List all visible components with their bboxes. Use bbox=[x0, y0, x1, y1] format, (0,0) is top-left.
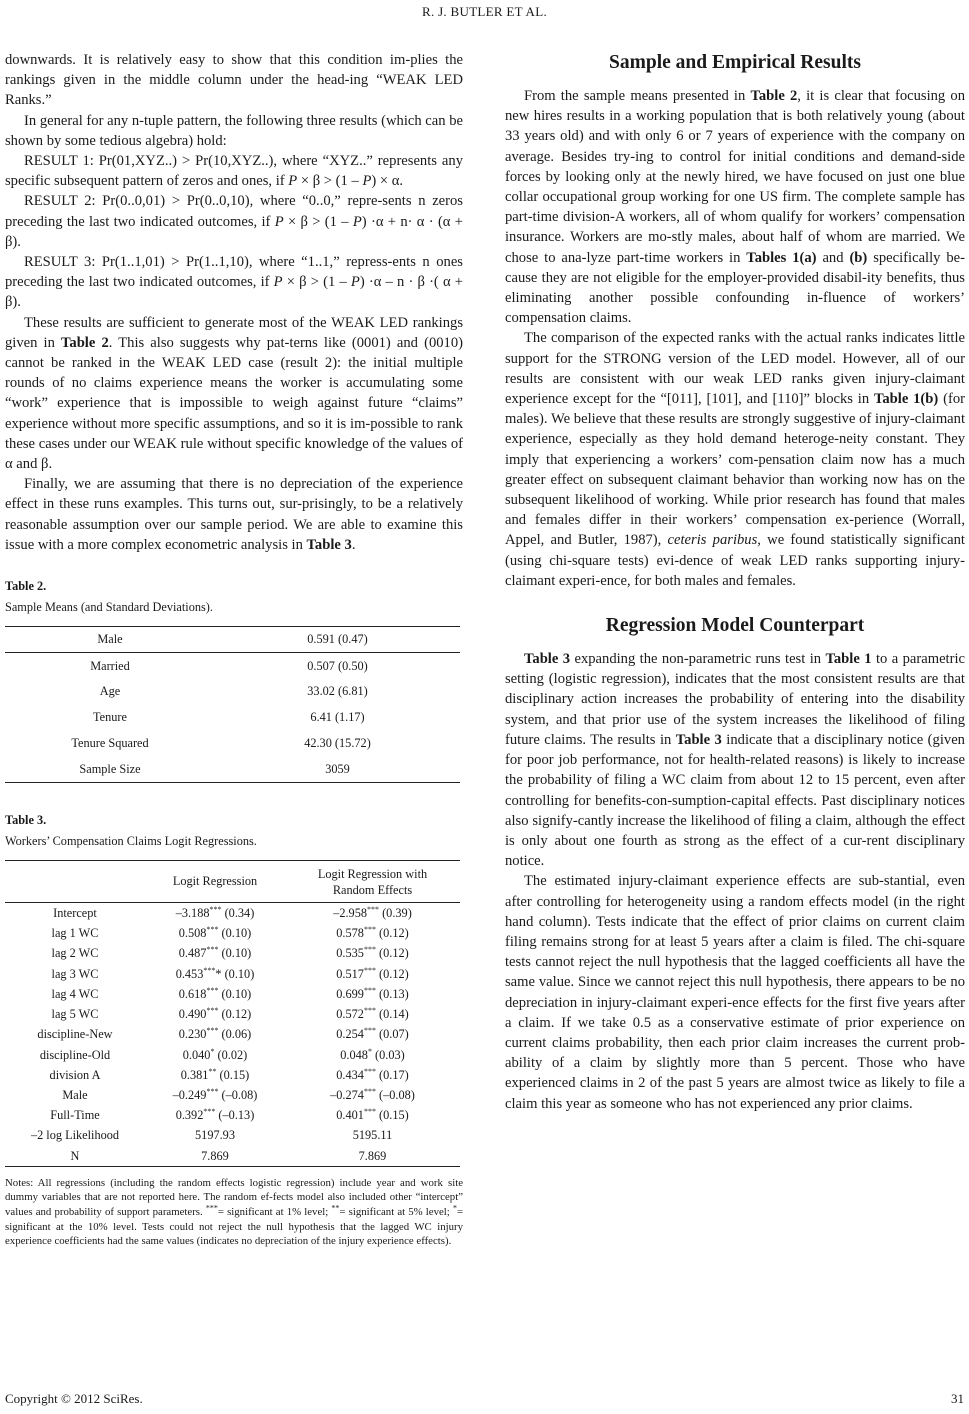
section-title: Regression Model Counterpart bbox=[605, 615, 865, 637]
cell-value: –0.249*** (–0.08) bbox=[172, 1086, 258, 1102]
cell-value: 42.30 (15.72) bbox=[304, 736, 371, 751]
table3-notes bbox=[5, 1176, 463, 1249]
row-label: lag 4 WC bbox=[51, 986, 99, 1001]
running-header: R. J. BUTLER ET AL. bbox=[422, 4, 547, 19]
row-label: discipline-New bbox=[37, 1027, 113, 1042]
cell-value: –2.958*** (0.39) bbox=[333, 904, 412, 921]
row-label: Married bbox=[90, 658, 130, 673]
row-label: N bbox=[70, 1148, 80, 1163]
cell-value: 0.517*** (0.12) bbox=[336, 965, 409, 981]
row-label: Tenure bbox=[93, 710, 127, 725]
table-row bbox=[5, 705, 460, 731]
cell-value: 0.401*** (0.15) bbox=[336, 1107, 409, 1123]
significance-marker: *** bbox=[206, 1086, 219, 1096]
table-row bbox=[5, 627, 460, 653]
table3-col-header-line: Logit Regression with bbox=[317, 866, 428, 881]
row-label: Intercept bbox=[53, 906, 97, 921]
paragraph: downwards. It is relatively easy to show that this condition im-plies the rankings given in the middle column under the head-ing “WEAK LED Ranks.” bbox=[5, 52, 463, 109]
table-row bbox=[5, 903, 460, 924]
table-row bbox=[5, 757, 460, 783]
cell-value: 0.618*** (0.10) bbox=[178, 985, 252, 1001]
significance-marker: *** bbox=[206, 985, 219, 995]
cell-value: –0.274*** (–0.08) bbox=[330, 1086, 415, 1102]
significance-marker: * bbox=[210, 1046, 215, 1056]
row-label: Male bbox=[62, 1087, 88, 1102]
row-label: division A bbox=[49, 1067, 101, 1082]
cell-value: 3059 bbox=[325, 762, 350, 777]
significance-marker: *** bbox=[363, 1107, 376, 1117]
paragraph: RESULT 2: Pr(0..0,01) > Pr(0..0,10), where “0..0,” repre-sents n zeros preceding the last two indicated outcomes, if P × β > (1 – P) ·α + n· α · (α + β). bbox=[5, 193, 463, 250]
row-label: Tenure Squared bbox=[71, 736, 149, 751]
table-row bbox=[5, 1105, 460, 1125]
significance-marker: *** bbox=[363, 1006, 376, 1015]
table-row bbox=[5, 1024, 460, 1044]
significance-marker: *** bbox=[206, 1026, 219, 1036]
paragraph: Table 3 expanding the non-parametric runs test in Table 1 to a parametric setting (logistic regression), indicates that the most consistent results are that disciplinary action increases the probability of entering into the disability system, and that prior use of the system increases the likelihood of filing future claims. The results in Table 3 indicate that a disciplinary notice (given for poor job performance, not for health-related reasons) is likely to increase the probability of filing a WC claim from about 12 to 15 percent, even after controlling for benefits-con-sumption-capital effects. Past disciplinary notices also signify-cantly increase the likelihood of filing a claim, although the effect is only about one fourth as strong as the effect of a cur-rent disciplinary notice. bbox=[505, 651, 965, 870]
row-label: discipline-Old bbox=[39, 1047, 111, 1062]
cell-value: 7.869 bbox=[358, 1148, 387, 1163]
significance-marker: *** bbox=[203, 1107, 216, 1117]
table-row bbox=[5, 984, 460, 1004]
page-number: 31 bbox=[951, 1391, 964, 1406]
row-label: –2 log Likelihood bbox=[30, 1128, 120, 1143]
table-row bbox=[5, 1085, 460, 1105]
table-row bbox=[5, 731, 460, 757]
table-row bbox=[5, 943, 460, 963]
table3-col-header: Logit Regression bbox=[172, 874, 258, 889]
paragraph: RESULT 3: Pr(1..1,01) > Pr(1..1,10), where “1..1,” repress-ents n ones preceding the last two indicated outcomes, if P × β > (1 – P) ·α – n · β ·( α + β). bbox=[5, 254, 464, 311]
table-row bbox=[5, 964, 460, 984]
significance-marker: *** bbox=[363, 1026, 376, 1036]
significance-marker: *** bbox=[209, 904, 222, 914]
significance-marker: ** bbox=[208, 1066, 217, 1076]
row-label: lag 3 WC bbox=[51, 966, 99, 981]
table-row bbox=[5, 1045, 460, 1065]
cell-value: 0.490*** (0.12) bbox=[178, 1006, 252, 1022]
cell-value: 0.254*** (0.07) bbox=[336, 1026, 409, 1042]
cell-value: 0.507 (0.50) bbox=[307, 658, 368, 673]
cell-value: 0.572*** (0.14) bbox=[336, 1006, 409, 1022]
cell-value: 33.02 (6.81) bbox=[307, 684, 368, 699]
significance-marker: *** bbox=[203, 965, 216, 975]
row-label: lag 5 WC bbox=[51, 1007, 99, 1022]
table-row bbox=[5, 923, 460, 943]
notes-text: = significant at 1% level; bbox=[217, 1205, 332, 1218]
row-label: Age bbox=[99, 684, 121, 699]
notes-sup: ** bbox=[331, 1203, 340, 1213]
row-label: lag 2 WC bbox=[51, 946, 99, 961]
cell-value: 0.230*** (0.06) bbox=[178, 1026, 252, 1042]
cell-value: 0.487*** (0.10) bbox=[178, 945, 252, 961]
paragraph: The comparison of the expected ranks with the actual ranks indicates little support for the STRONG version of the LED model. However, all of our results are consistent with our weak LED ranks given injury-claimant experience except for the “[011], [101], and [110]” blocks in Table 1(b) (for males). We believe that these results are strongly suggestive of injury-claimant experience, especially as they hold demand heteroge-neity constant. They imply that experiencing a workers’ com-pensation claim now has a much greater effect on subsequent claimant behavior than working now has on the subsequent likelihood of working. While prior research has found that males and females differ in their workers’ compensation ex-perience (Worrall, Appel, and Butler, 1987), ceteris paribus, we found statistically significant (using chi-square tests) evi-dence of weak LED ranks supporting injury-claimant experi-ence, for both males and females. bbox=[505, 330, 965, 589]
paragraph: Finally, we are assuming that there is no depreciation of the experience effect in these runs examples. This turns out, sur-prisingly, to be a relatively reasonable assumption over our sample period. We are able to examine this issue with a more complex econometric analysis in Table 3. bbox=[5, 476, 463, 553]
section-title: Sample and Empirical Results bbox=[609, 52, 861, 73]
significance-marker: *** bbox=[363, 965, 376, 975]
notes-text: Notes: All regressions (including the random effects logistic regression) include year and work site dummy variables that are not reported here. The random ef-fects model also included other “intercept” values and probability of support parameters. bbox=[5, 1176, 463, 1218]
table3 bbox=[5, 860, 460, 1167]
table3-label: Table 3. bbox=[5, 813, 47, 828]
table-row bbox=[5, 1146, 460, 1167]
cell-value: 0.392*** (–0.13) bbox=[175, 1107, 255, 1123]
cell-value: 0.381** (0.15) bbox=[180, 1066, 250, 1082]
cell-value: 0.578*** (0.12) bbox=[336, 925, 409, 941]
cell-value: 0.040* (0.02) bbox=[182, 1046, 248, 1062]
cell-value: 0.508*** (0.10) bbox=[178, 925, 252, 941]
table-row bbox=[5, 1004, 460, 1024]
cell-value: 0.699*** (0.13) bbox=[336, 985, 409, 1001]
significance-marker: *** bbox=[363, 1066, 376, 1076]
notes-sup: *** bbox=[205, 1203, 218, 1213]
paragraph: These results are sufficient to generate most of the WEAK LED rankings given in Table 2. This also suggests why pat-terns like (0001) and (0010) cannot be ranked in the WEAK LED case (result 2): the initial multiple rounds of no claims experience means the worker is accumulating some “work” experience that is impossible to weigh against future “claims” experience without more specific assumptions, and so it is im-possible to rank these cases under our WEAK rule without specific knowledge of the values of α and β. bbox=[5, 314, 463, 473]
significance-marker: * bbox=[367, 1046, 372, 1056]
cell-value: 5195.11 bbox=[352, 1128, 393, 1143]
notes-text: = significant at the 10% level. Tests could not reject the null hypothesis that the lagged WC injury experience coefficients had the same values (indicates no depreciation of the injury experience effects). bbox=[5, 1205, 464, 1248]
row-label: Male bbox=[97, 632, 123, 647]
table2-label: Table 2. bbox=[5, 579, 47, 594]
paragraph: RESULT 1: Pr(01,XYZ..) > Pr(10,XYZ..), where “XYZ..” represents any specific subsequent pattern of zeros and ones, if P × β > (1 – P) × α. bbox=[5, 153, 463, 190]
notes-sup: * bbox=[452, 1203, 457, 1213]
significance-marker: *** bbox=[363, 1086, 376, 1096]
table2 bbox=[5, 626, 460, 783]
cell-value: 0.535*** (0.12) bbox=[336, 945, 409, 961]
left-column bbox=[5, 50, 463, 1249]
paragraph: From the sample means presented in Table 2, it is clear that focusing on new hires results in a working population that is both relatively young (about 33 years old) and with only 6 or 7 years of experience with the company on average. Besides try-ing to control for initial conditions and demand-side forces by looking only at the newly hired, we have focused on just one blue collar occupational group working for one US firm. The complete sample has part-time division-A workers, all of whom qualify for workers’ compensation insurance. Workers are mo-stly males, about half of whom are married. We chose to ana-lyze part-time workers in Tables 1(a) and (b) specifically be-cause they are not eligible for the employer-provided disabil-ity benefits, thus eliminating another possible confounding in-fluence of workers’ compensation claims. bbox=[505, 88, 965, 327]
cell-value: 0.048* (0.03) bbox=[340, 1046, 405, 1062]
table-row bbox=[5, 1125, 460, 1145]
significance-marker: *** bbox=[206, 945, 219, 955]
significance-marker: *** bbox=[363, 985, 376, 995]
paragraph: The estimated injury-claimant experience effects are sub-stantial, even after controlling for heterogeneity using a random effects model (in the right hand column). Tests indicate that the effect of prior claims on current claim filing remains strong for at least 5 years after a claim is filed. The chi-square tests cannot reject the null hypothesis that the lagged coefficients all have the same value. Since we cannot reject this null hypothesis, there appears to be no depreciation in injury-claimant experi-ence effects for the first five years after a claim. If we take 0.5 as a conservative estimate of prior experience on current claims probability, then each prior claim increases the current prob-ability of a claim by slightly more than 5 percent. Those who have experienced claims in 2 of the past 5 years are almost twice as likely to file a claim this year as someone who has not experienced any prior claims. bbox=[505, 873, 965, 1112]
significance-marker: *** bbox=[363, 945, 376, 955]
cell-value: 6.41 (1.17) bbox=[310, 710, 365, 725]
table-row bbox=[5, 1065, 460, 1085]
paragraph: In general for any n-tuple pattern, the following three results (which can be shown by some tedious algebra) hold: bbox=[5, 112, 463, 149]
table2-caption: Sample Means (and Standard Deviations). bbox=[5, 600, 213, 615]
significance-marker: *** bbox=[367, 904, 380, 914]
significance-marker: *** bbox=[206, 925, 219, 935]
table-row bbox=[5, 653, 460, 679]
row-label: Full-Time bbox=[50, 1108, 100, 1123]
row-label: Sample Size bbox=[79, 762, 141, 777]
cell-value: –3.188*** (0.34) bbox=[175, 904, 255, 921]
cell-value: 0.434*** (0.17) bbox=[336, 1066, 409, 1082]
table3-caption: Workers’ Compensation Claims Logit Regressions. bbox=[5, 834, 257, 849]
notes-text: = significant at 5% level; bbox=[339, 1205, 453, 1218]
significance-marker: *** bbox=[363, 925, 376, 935]
table3-col-header bbox=[285, 861, 460, 903]
significance-marker: *** bbox=[206, 1006, 219, 1015]
cell-value: 5197.93 bbox=[195, 1128, 235, 1143]
row-label: lag 1 WC bbox=[51, 926, 99, 941]
table3-col-header-line: Random Effects bbox=[332, 882, 413, 897]
footer-copyright: Copyright © 2012 SciRes. bbox=[5, 1391, 143, 1406]
table-row bbox=[5, 679, 460, 705]
cell-value: 7.869 bbox=[201, 1148, 229, 1163]
cell-value: 0.591 (0.47) bbox=[307, 632, 368, 647]
cell-value: 0.453**** (0.10) bbox=[175, 965, 255, 981]
right-column bbox=[505, 50, 965, 1114]
